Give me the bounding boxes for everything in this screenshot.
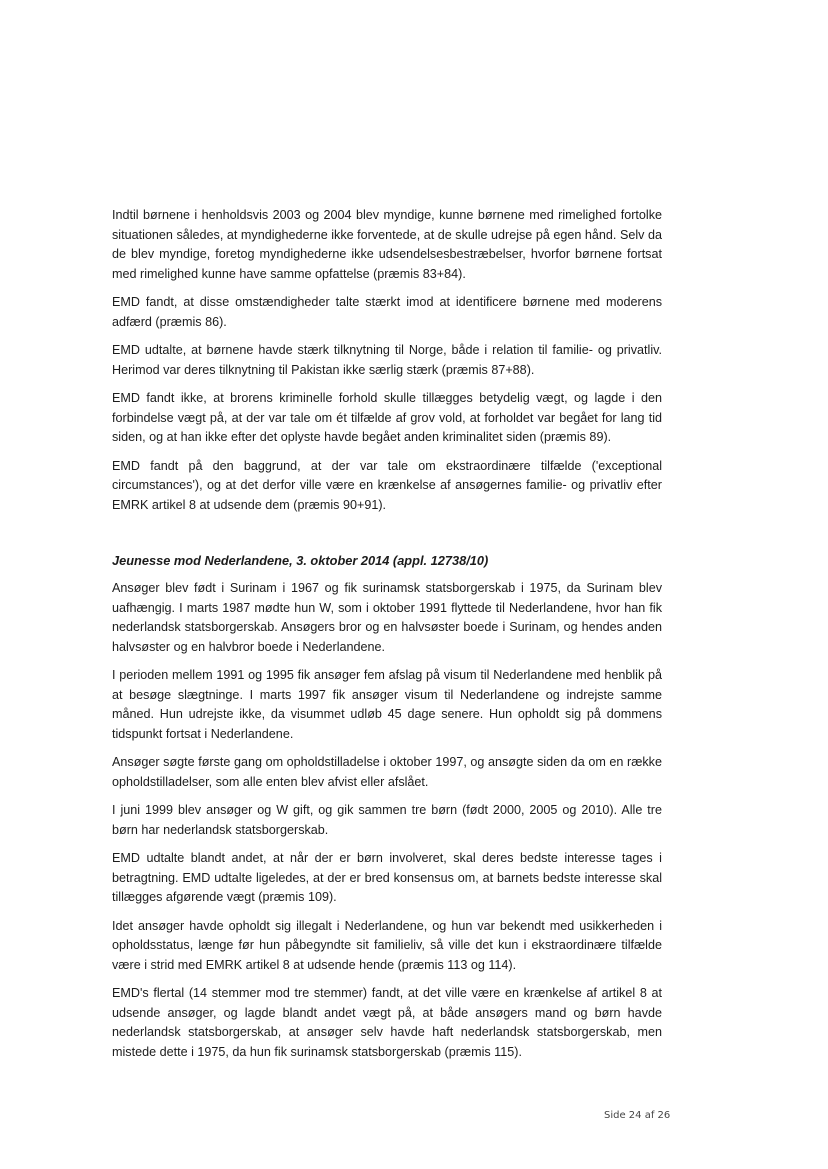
- paragraph: EMD fandt på den baggrund, at der var tale om ekstraordinære tilfælde ('exceptional circumstances'), og at det derfor ville være en krænkelse af ansøgernes familie- og privatliv efter EMRK artikel 8 at udsende dem (præmis 90+91).: [112, 458, 662, 512]
- paragraph: Ansøger blev født i Surinam i 1967 og fik surinamsk statsborgerskab i 1975, da Surinam blev uafhængig. I marts 1987 mødte hun W, som i oktober 1991 flyttede til Nederlandene, hvor han fik nederlandsk statsborgerskab. Ansøgers bror og en halvsøster boede i Surinam, og hendes anden halvsøster og en halvbror boede i Nederlandene.: [112, 581, 662, 654]
- paragraph: EMD udtalte, at børnene havde stærk tilknytning til Norge, både i relation til familie- og privatliv. Herimod var deres tilknytning til Pakistan ikke særlig stærk (præmis 87+88).: [112, 343, 662, 377]
- paragraph: EMD's flertal (14 stemmer mod tre stemmer) fandt, at det ville være en krænkelse af artikel 8 at udsende ansøger, og lagde blandt andet vægt på, at både ansøgers mand og børn havde nederlandsk statsborgerskab, at ansøger selv havde haft nederlandsk statsborgerskab, men mistede dette i 1975, da hun fik surinamsk statsborgerskab (præmis 115).: [112, 986, 662, 1059]
- paragraph: Idet ansøger havde opholdt sig illegalt i Nederlandene, og hun var bekendt med usikkerheden i opholdsstatus, længe før hun påbegyndte sit familieliv, så ville det kun i ekstraordinære tilfælde være i strid med EMRK artikel 8 at udsende hende (præmis 113 og 114).: [112, 918, 662, 972]
- paragraph: EMD fandt ikke, at brorens kriminelle forhold skulle tillægges betydelig vægt, og lagde i den forbindelse vægt på, at der var tale om ét tilfælde af grov vold, at forholdet var begået for lang tid siden, og at han ikke efter det oplyste havde begået anden kriminalitet siden (præmis 89).: [112, 391, 662, 444]
- paragraph: I perioden mellem 1991 og 1995 fik ansøger fem afslag på visum til Nederlandene med henblik på at besøge slægtninge. I marts 1997 fik ansøger visum til Nederlandene og indrejste samme måned. Hun udrejste ikke, da visummet udløb 45 dage senere. Hun opholdt sig på dommens tidspunkt fortsat i Nederlandene.: [112, 668, 662, 741]
- paragraph: I juni 1999 blev ansøger og W gift, og gik sammen tre børn (født 2000, 2005 og 2010). Alle tre børn har nederlandsk statsborgerskab.: [112, 803, 662, 837]
- page-number: Side 24 af 26: [604, 1110, 671, 1121]
- paragraph: EMD udtalte blandt andet, at når der er børn involveret, skal deres bedste interesse tages i betragtning. EMD udtalte ligeledes, at der er bred konsensus om, at barnets bedste interesse skal tillægges afgørende vægt (præmis 109).: [112, 851, 662, 904]
- case-heading: Jeunesse mod Nederlandene, 3. oktober 2014 (appl. 12738/10): [112, 553, 489, 568]
- paragraph: EMD fandt, at disse omstændigheder talte stærkt imod at identificere børnene med moderens adfærd (præmis 86).: [112, 295, 662, 329]
- paragraph: Ansøger søgte første gang om opholdstilladelse i oktober 1997, og ansøgte siden da om en række opholdstilladelser, som alle enten blev afvist eller afslået.: [112, 755, 662, 789]
- document-body: [112, 206, 662, 1071]
- paragraph: Indtil børnene i henholdsvis 2003 og 2004 blev myndige, kunne børnene med rimelighed fortolke situationen således, at myndighederne ikke forventede, at de skulle udrejse på egen hånd. Selv da de blev myndige, foretog myndighederne ikke udsendelsesbestræbelser, hvorfor børnene fortsat med rimelighed kunne have samme opfattelse (præmis 83+84).: [112, 208, 662, 281]
